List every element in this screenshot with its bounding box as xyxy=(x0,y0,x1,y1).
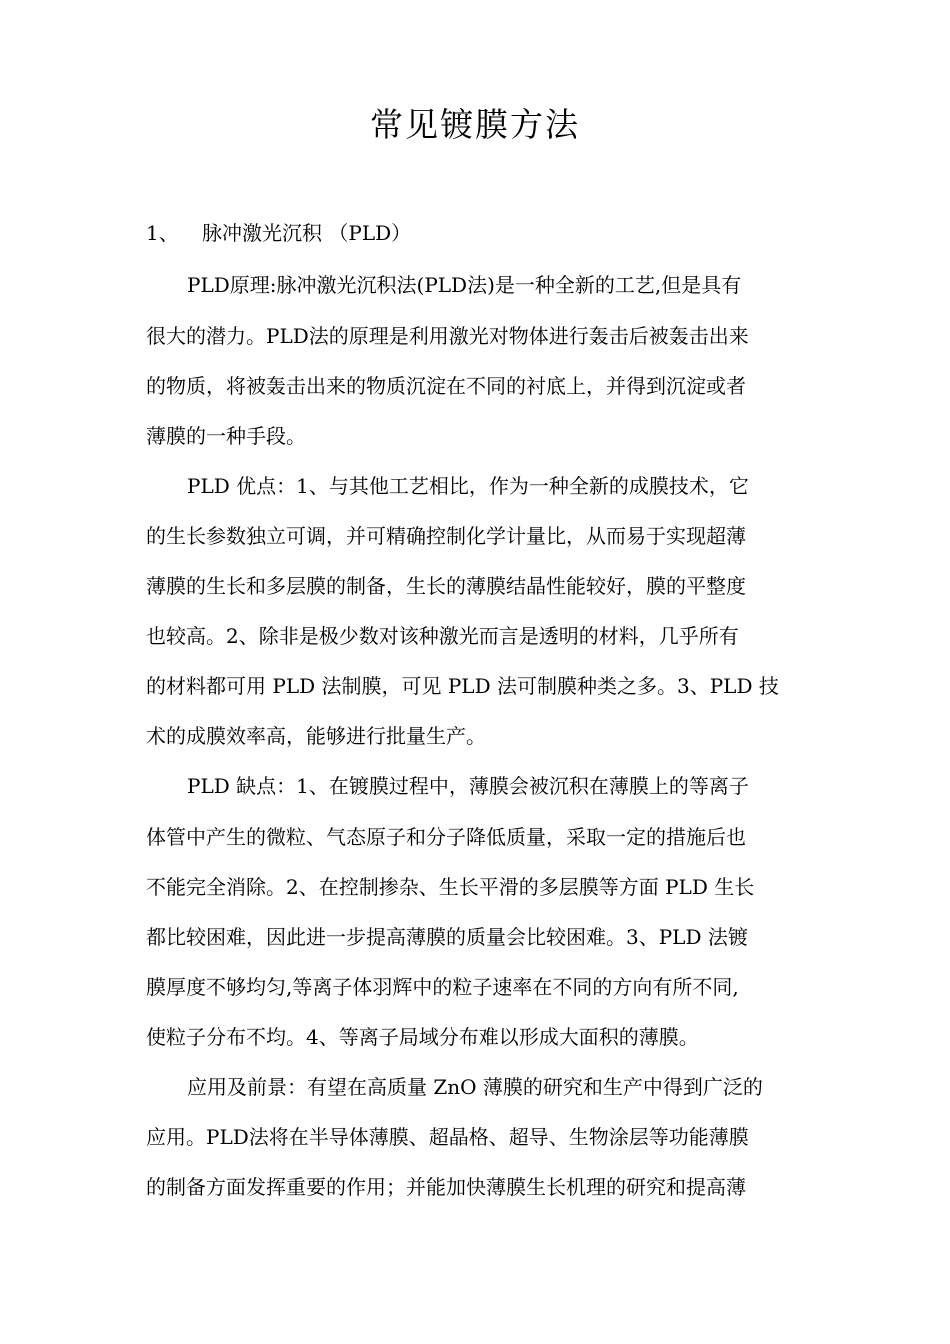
section-heading xyxy=(146,218,411,248)
paragraph-line: PLD原理:脉冲激光沉积法(PLD法)是一种全新的工艺,但是具有 xyxy=(187,273,742,297)
paragraph-line: 的物质，将被轰击出来的物质沉淀在不同的衬底上，并得到沉淀或者 xyxy=(146,374,746,398)
section-heading-text: 脉冲激光沉积 （PLD） xyxy=(202,221,412,245)
paragraph-line: 膜厚度不够均匀,等离子体羽辉中的粒子速率在不同的方向有所不同, xyxy=(146,975,739,999)
paragraph-line: 也较高。2、除非是极少数对该种激光而言是透明的材料，几乎所有 xyxy=(146,624,739,648)
paragraph-line: PLD 优点：1、与其他工艺相比，作为一种全新的成膜技术，它 xyxy=(187,474,749,498)
paragraph-line: 应用及前景：有望在高质量 ZnO 薄膜的研究和生产中得到广泛的 xyxy=(187,1075,763,1099)
paragraph-line: 很大的潜力。PLD法的原理是利用激光对物体进行轰击后被轰击出来 xyxy=(146,324,749,348)
section-number: 1、 xyxy=(146,221,179,245)
paragraph-line: 的材料都可用 PLD 法制膜，可见 PLD 法可制膜种类之多。3、PLD 技 xyxy=(146,674,779,698)
paragraph-line: 薄膜的一种手段。 xyxy=(146,424,306,448)
paragraph-line: 的生长参数独立可调，并可精确控制化学计量比，从而易于实现超薄 xyxy=(146,524,746,548)
paragraph-line: PLD 缺点：1、在镀膜过程中，薄膜会被沉积在薄膜上的等离子 xyxy=(187,774,749,798)
paragraph-line: 体管中产生的微粒、气态原子和分子降低质量，采取一定的措施后也 xyxy=(146,825,746,849)
paragraph-line: 术的成膜效率高，能够进行批量生产。 xyxy=(146,724,486,748)
paragraph-line: 不能完全消除。2、在控制掺杂、生长平滑的多层膜等方面 PLD 生长 xyxy=(146,875,755,899)
paragraph-line: 使粒子分布不均。4、等离子局域分布难以形成大面积的薄膜。 xyxy=(146,1025,699,1049)
paragraph-line: 薄膜的生长和多层膜的制备，生长的薄膜结晶性能较好，膜的平整度 xyxy=(146,574,746,598)
paragraph-line: 的制备方面发挥重要的作用；并能加快薄膜生长机理的研究和提高薄 xyxy=(146,1175,746,1199)
paragraph-line: 都比较困难，因此进一步提高薄膜的质量会比较困难。3、PLD 法镀 xyxy=(146,925,748,949)
document-title: 常见镀膜方法 xyxy=(370,105,580,144)
paragraph-line: 应用。PLD法将在半导体薄膜、超晶格、超导、生物涂层等功能薄膜 xyxy=(146,1125,749,1149)
